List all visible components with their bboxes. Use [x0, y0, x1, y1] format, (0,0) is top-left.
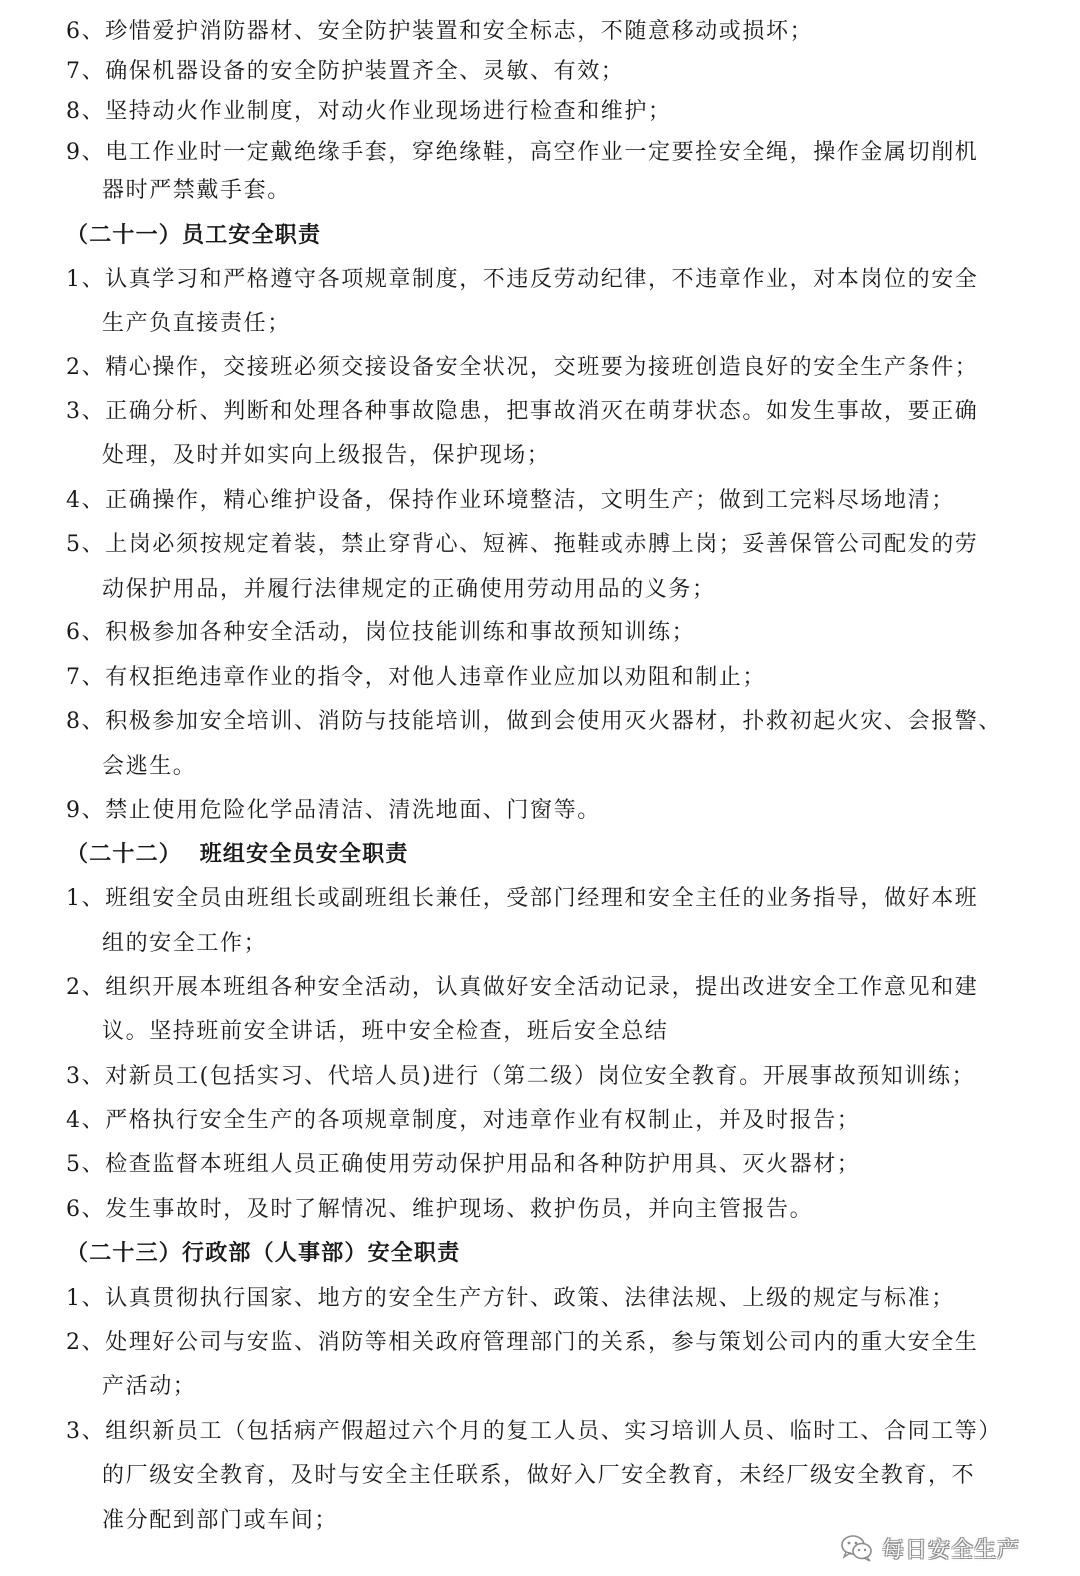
list-item: 9、电工作业时一定戴绝缘手套，穿绝缘鞋，高空作业一定要拴安全绳，操作金属切削机 — [66, 140, 979, 165]
list-item-continuation: 准分配到部门或车间； — [102, 1508, 339, 1533]
list-item: 3、对新员工(包括实习、代培人员)进行（第二级）岗位安全教育。开展事故预知训练； — [66, 1064, 976, 1089]
watermark — [840, 1528, 1020, 1568]
list-item: 6、发生事故时，及时了解情况、维护现场、救护伤员，并向主管报告。 — [66, 1197, 814, 1222]
list-item: 7、确保机器设备的安全防护装置齐全、灵敏、有效； — [66, 59, 625, 84]
list-item-continuation: 议。坚持班前安全讲话，班中安全检查，班后安全总结 — [102, 1019, 669, 1044]
list-item: 8、坚持动火作业制度，对动火作业现场进行检查和维护； — [66, 99, 672, 124]
list-item: 2、处理好公司与安监、消防等相关政府管理部门的关系，参与策划公司内的重大安全生 — [66, 1330, 979, 1355]
list-item-continuation: 组的安全工作； — [102, 931, 268, 956]
list-item: 6、珍惜爱护消防器材、安全防护装置和安全标志，不随意移动或损坏； — [66, 19, 814, 44]
list-item: 2、组织开展本班组各种安全活动，认真做好安全活动记录，提出改进安全工作意见和建 — [66, 975, 979, 1000]
list-item: 1、认真贯彻执行国家、地方的安全生产方针、政策、法律法规、上级的规定与标准； — [66, 1286, 955, 1311]
list-item-continuation: 动保护用品，并履行法律规定的正确使用劳动用品的义务； — [102, 577, 716, 602]
list-item-continuation: 的厂级安全教育，及时与安全主任联系，做好入厂安全教育，未经厂级安全教育，不 — [102, 1463, 976, 1488]
list-item: 8、积极参加安全培训、消防与技能培训，做到会使用灭火器材，扑救初起火灾、会报警、 — [66, 709, 1002, 734]
list-item: 9、禁止使用危险化学品清洁、清洗地面、门窗等。 — [66, 798, 601, 823]
section-heading: （二十一）员工安全职责 — [66, 223, 322, 248]
list-item: 3、组织新员工（包括病产假超过六个月的复工人员、实习培训人员、临时工、合同工等） — [66, 1419, 1002, 1444]
list-item: 1、班组安全员由班组长或副班组长兼任，受部门经理和安全主任的业务指导，做好本班 — [66, 886, 979, 911]
list-item-continuation: 产活动； — [102, 1374, 197, 1399]
list-item: 1、认真学习和严格遵守各项规章制度，不违反劳动纪律，不违章作业，对本岗位的安全 — [66, 267, 979, 292]
section-heading: （二十二） 班组安全员安全职责 — [66, 842, 409, 867]
list-item: 5、上岗必须按规定着装，禁止穿背心、短裤、拖鞋或赤膊上岗；妥善保管公司配发的劳 — [66, 532, 979, 557]
list-item: 7、有权拒绝违章作业的指令，对他人违章作业应加以劝阻和制止； — [66, 665, 766, 690]
list-item: 5、检查监督本班组人员正确使用劳动保护用品和各种防护用具、灭火器材； — [66, 1152, 861, 1177]
list-item: 4、正确操作，精心维护设备，保持作业环境整洁，文明生产；做到工完料尽场地清； — [66, 488, 955, 513]
list-item: 4、严格执行安全生产的各项规章制度，对违章作业有权制止，并及时报告； — [66, 1108, 861, 1133]
wechat-icon — [840, 1533, 874, 1563]
list-item: 6、积极参加各种安全活动，岗位技能训练和事故预知训练； — [66, 620, 696, 645]
section-heading: （二十三）行政部（人事部）安全职责 — [66, 1241, 461, 1266]
list-item-continuation: 处理，及时并如实向上级报告，保护现场； — [102, 443, 551, 468]
list-item: 3、正确分析、判断和处理各种事故隐患，把事故消灭在萌芽状态。如发生事故，要正确 — [66, 399, 979, 424]
list-item-continuation: 器时严禁戴手套。 — [102, 178, 291, 203]
list-item-continuation: 生产负直接责任； — [102, 311, 291, 336]
list-item: 2、精心操作，交接班必须交接设备安全状况，交班要为接班创造良好的安全生产条件； — [66, 355, 979, 380]
list-item-continuation: 会逃生。 — [102, 754, 197, 779]
watermark-text: 每日安全生产 — [882, 1537, 1021, 1563]
